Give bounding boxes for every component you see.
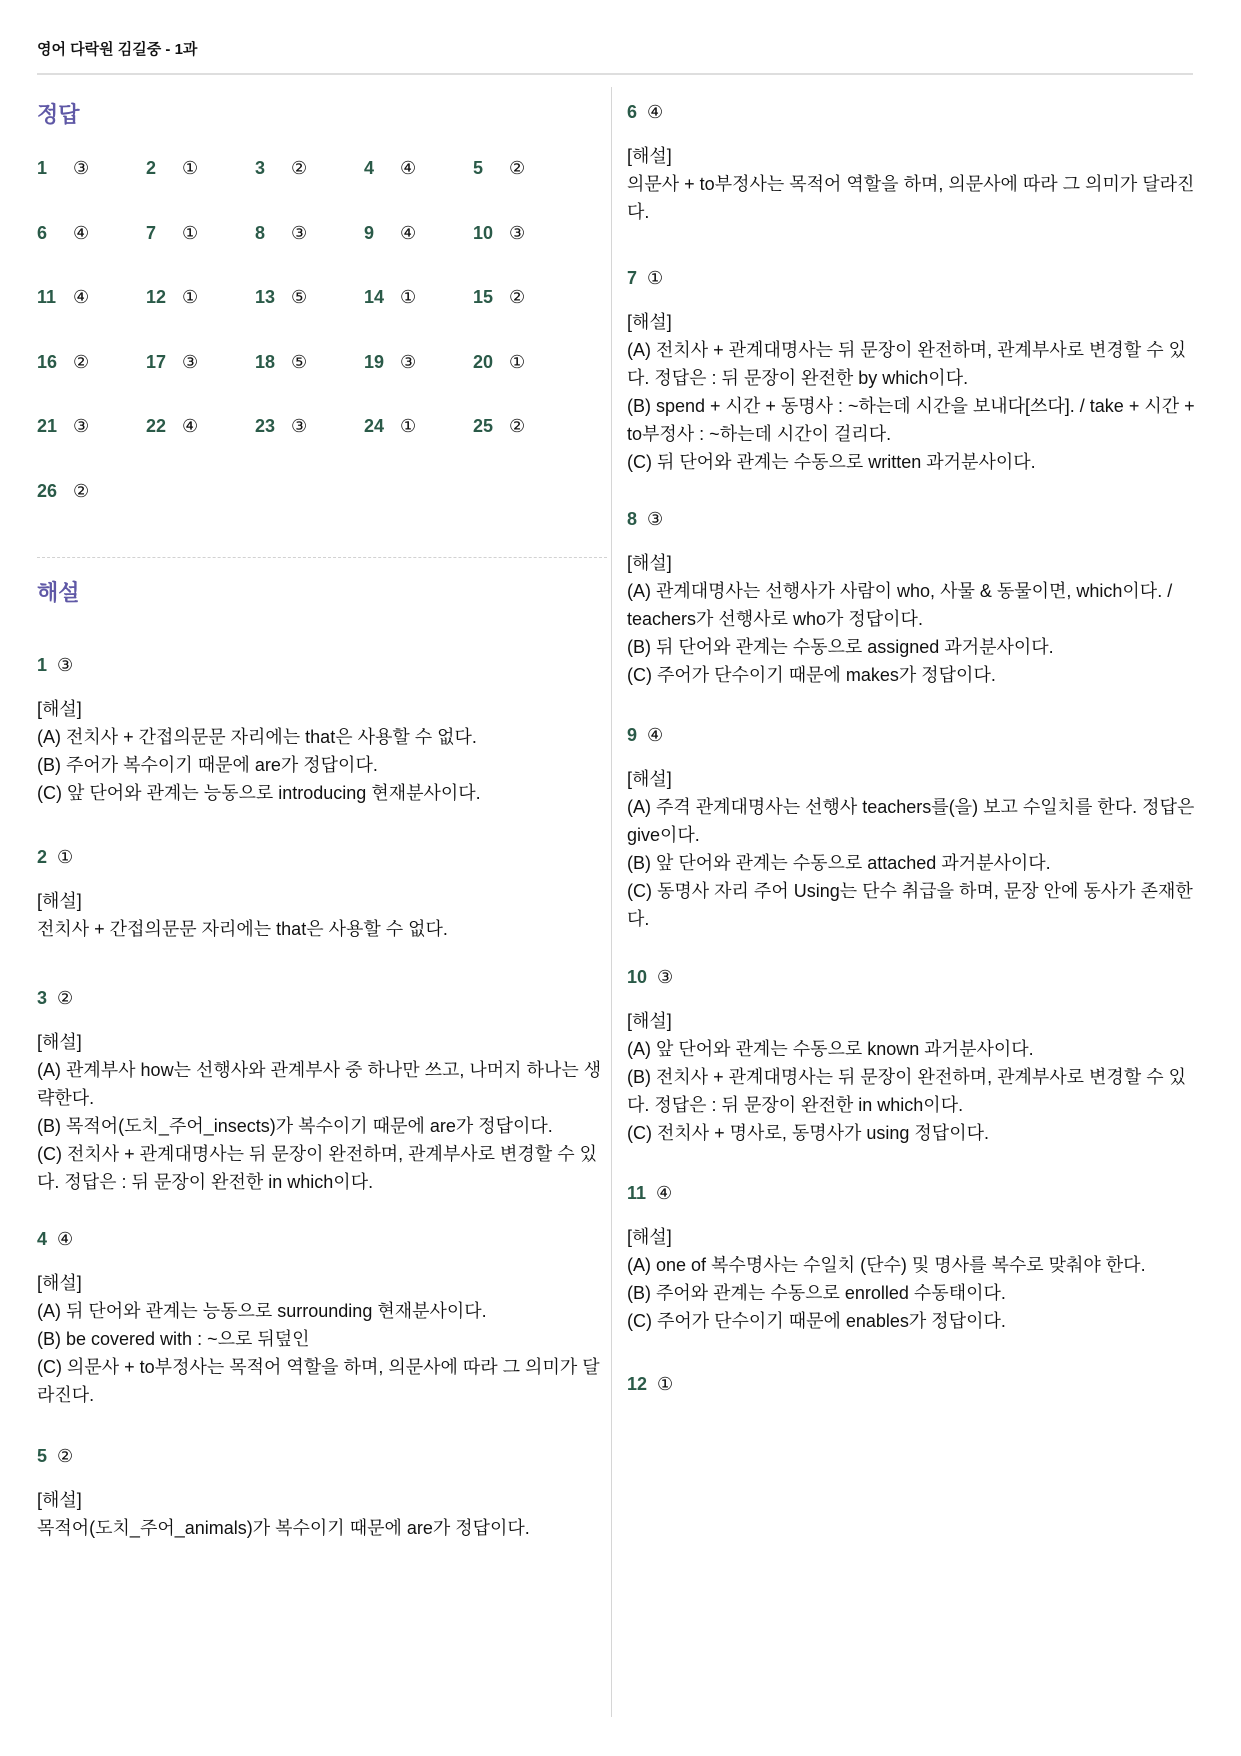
- explanation-label: [해설]: [627, 1011, 672, 1031]
- answer-item: [146, 352, 255, 417]
- question-number: 2: [37, 846, 48, 867]
- answer-number: 19: [364, 351, 385, 372]
- explanation-item: [37, 845, 607, 943]
- question-number: 9: [627, 724, 638, 745]
- explanations-left: [37, 608, 607, 1708]
- answer-choice-mark: ③: [57, 654, 74, 675]
- question-number: 10: [627, 966, 648, 987]
- explanation-label: [해설]: [627, 312, 672, 332]
- explanation-label: [해설]: [37, 891, 82, 911]
- answer-choice-mark: ①: [657, 1373, 674, 1394]
- question-number: 3: [37, 987, 48, 1008]
- explanation-heading: [627, 507, 1197, 531]
- answer-choice-mark: ④: [57, 1228, 74, 1249]
- answer-choice-mark: ④: [656, 1182, 673, 1203]
- explanation-line: (C) 앞 단어와 관계는 능동으로 introducing 현재분사이다.: [37, 783, 481, 803]
- answer-item: [364, 287, 473, 352]
- explanation-heading: [37, 845, 607, 869]
- question-number: 8: [627, 508, 638, 529]
- explanation-heading: [627, 100, 1197, 124]
- explanation-heading: [627, 723, 1197, 747]
- answer-choice-mark: ①: [400, 416, 417, 436]
- answer-number: 20: [473, 351, 494, 372]
- explanation-line: (B) 주어와 관계는 수동으로 enrolled 수동태이다.: [627, 1283, 1006, 1303]
- explanation-line: (B) spend + 시간 + 동명사 : ~하는데 시간을 보내다[쓰다]. / take + 시간 + to부정사 : ~하는데 시간이 걸리다.: [627, 396, 1195, 444]
- answer-number: 10: [473, 222, 494, 243]
- question-number: 4: [37, 1228, 48, 1249]
- explanation-label: [해설]: [37, 1032, 82, 1052]
- explanation-label: [해설]: [627, 769, 672, 789]
- explanation-label: [해설]: [627, 146, 672, 166]
- answer-choice-mark: ③: [400, 351, 417, 372]
- answer-number: 5: [473, 158, 484, 178]
- explanation-line: 의문사 + to부정사는 목적어 역할을 하며, 의문사에 따라 그 의미가 달라진다.: [627, 174, 1195, 222]
- answer-choice-mark: ④: [400, 222, 417, 243]
- answer-choice-mark: ③: [73, 158, 90, 178]
- answer-choice-mark: ①: [509, 351, 526, 372]
- explanation-heading: [37, 1444, 607, 1468]
- answer-item: [37, 416, 146, 481]
- explanation-line: (C) 주어가 단수이기 때문에 enables가 정답이다.: [627, 1311, 1006, 1331]
- answer-choice-mark: ①: [182, 222, 199, 243]
- answer-choice-mark: ②: [73, 351, 90, 372]
- explanation-item: [627, 1372, 1197, 1396]
- question-number: 5: [37, 1445, 48, 1466]
- explanation-line: (B) 앞 단어와 관계는 수동으로 attached 과거분사이다.: [627, 853, 1051, 873]
- explanation-line: (B) 주어가 복수이기 때문에 are가 정답이다.: [37, 755, 378, 775]
- answer-number: 14: [364, 287, 385, 307]
- explanation-item: [627, 507, 1197, 689]
- answer-choice-mark: ④: [647, 724, 664, 745]
- answer-number: 9: [364, 222, 375, 243]
- explanation-heading: [37, 653, 607, 677]
- answer-item: [146, 287, 255, 352]
- answer-number: 4: [364, 158, 375, 178]
- answer-item: [37, 287, 146, 352]
- explanation-label: [해설]: [37, 1490, 82, 1510]
- answer-number: 7: [146, 222, 157, 243]
- explanation-item: [627, 723, 1197, 933]
- explanation-line: (C) 전치사 + 명사로, 동명사가 using 정답이다.: [627, 1123, 989, 1143]
- explanation-line: (C) 동명사 자리 주어 Using는 단수 취급을 하며, 문장 안에 동사가 존재한다.: [627, 881, 1193, 929]
- document-header-title: 영어 다락원 김길중 - 1과: [37, 41, 198, 58]
- question-number: 7: [627, 267, 638, 288]
- explanation-label: [해설]: [37, 699, 82, 719]
- answer-item: [473, 352, 582, 417]
- answer-item: [255, 223, 364, 288]
- explanation-line: (B) 전치사 + 관계대명사는 뒤 문장이 완전하며, 관계부사로 변경할 수 있다. 정답은 : 뒤 문장이 완전한 in which이다.: [627, 1067, 1186, 1115]
- answer-item: [255, 287, 364, 352]
- answer-item: [37, 481, 146, 546]
- answer-choice-mark: ③: [509, 222, 526, 243]
- answer-item: [146, 158, 255, 223]
- explanation-line: 전치사 + 간접의문문 자리에는 that은 사용할 수 없다.: [37, 919, 448, 939]
- answer-number: 17: [146, 351, 167, 372]
- answer-item: [364, 158, 473, 223]
- answer-item: [255, 158, 364, 223]
- answer-number: 18: [255, 351, 276, 372]
- answer-number: 23: [255, 416, 276, 436]
- explanation-line: (A) 주격 관계대명사는 선행사 teachers를(을) 보고 수일치를 한다. 정답은 give이다.: [627, 797, 1195, 845]
- explanation-heading: [627, 266, 1197, 290]
- question-number: 1: [37, 654, 48, 675]
- answer-choice-mark: ③: [657, 966, 674, 987]
- answer-number: 3: [255, 158, 266, 178]
- answers-section-title: 정답: [37, 102, 80, 127]
- answer-number: 25: [473, 416, 494, 436]
- explanation-heading: [37, 1227, 607, 1251]
- explanation-line: (A) 관계부사 how는 선행사와 관계부사 중 하나만 쓰고, 나머지 하나는 생략한다.: [37, 1060, 602, 1108]
- answer-item: [146, 223, 255, 288]
- explanation-item: [37, 986, 607, 1196]
- answer-choice-mark: ②: [509, 416, 526, 436]
- explanation-line: (A) 앞 단어와 관계는 수동으로 known 과거분사이다.: [627, 1039, 1034, 1059]
- answer-item: [364, 223, 473, 288]
- answer-item: [255, 352, 364, 417]
- answer-choice-mark: ③: [291, 222, 308, 243]
- answer-item: [37, 158, 146, 223]
- explanation-line: (A) 전치사 + 관계대명사는 뒤 문장이 완전하며, 관계부사로 변경할 수 있다. 정답은 : 뒤 문장이 완전한 by which이다.: [627, 340, 1186, 388]
- explanation-heading: [627, 965, 1197, 989]
- explanation-item: [627, 100, 1197, 226]
- answer-choice-mark: ②: [509, 158, 526, 178]
- answer-number: 22: [146, 416, 167, 436]
- answer-item: [473, 287, 582, 352]
- explanation-item: [627, 965, 1197, 1147]
- answer-choice-mark: ②: [57, 987, 74, 1008]
- question-number: 12: [627, 1373, 648, 1394]
- explanation-heading: [37, 986, 607, 1010]
- answer-number: 1: [37, 158, 48, 178]
- answer-number: 13: [255, 287, 276, 307]
- left-column: [37, 100, 607, 1708]
- right-column: [627, 100, 1197, 1700]
- explanation-line: (C) 전치사 + 관계대명사는 뒤 문장이 완전하며, 관계부사로 변경할 수 있다. 정답은 : 뒤 문장이 완전한 in which이다.: [37, 1144, 597, 1192]
- explanation-line: (A) one of 복수명사는 수일치 (단수) 및 명사를 복수로 맞춰야 한다.: [627, 1255, 1146, 1275]
- answer-number: 8: [255, 222, 266, 243]
- answer-choice-mark: ②: [509, 287, 526, 307]
- answer-choice-mark: ①: [182, 287, 199, 307]
- section-divider: [37, 557, 607, 558]
- question-number: 11: [627, 1182, 647, 1203]
- answer-item: [37, 352, 146, 417]
- answer-number: 6: [37, 222, 48, 243]
- answer-item: [364, 416, 473, 481]
- answer-number: 2: [146, 158, 157, 178]
- answer-item: [364, 352, 473, 417]
- explanation-line: (C) 의문사 + to부정사는 목적어 역할을 하며, 의문사에 따라 그 의미가 달라진다.: [37, 1357, 600, 1405]
- answer-item: [255, 416, 364, 481]
- explanation-line: (B) be covered with : ~으로 뒤덮인: [37, 1329, 310, 1349]
- answer-choice-mark: ③: [291, 416, 308, 436]
- column-divider: [611, 87, 612, 1717]
- explanation-line: (A) 관계대명사는 선행사가 사람이 who, 사물 & 동물이면, which이다. / teachers가 선행사로 who가 정답이다.: [627, 581, 1173, 629]
- question-number: 6: [627, 101, 638, 122]
- answer-choice-mark: ④: [73, 222, 90, 243]
- answer-item: [146, 416, 255, 481]
- explanation-item: [37, 1227, 607, 1409]
- answer-choice-mark: ①: [57, 846, 74, 867]
- answer-number: 15: [473, 287, 494, 307]
- answer-choice-mark: ①: [647, 267, 664, 288]
- explanations-right: [627, 100, 1197, 1700]
- answer-choice-mark: ③: [647, 508, 664, 529]
- explanation-label: [해설]: [627, 1227, 672, 1247]
- answer-item: [473, 416, 582, 481]
- answer-number: 12: [146, 287, 167, 307]
- explanation-line: (B) 뒤 단어와 관계는 수동으로 assigned 과거분사이다.: [627, 637, 1054, 657]
- answer-choice-mark: ⑤: [291, 351, 308, 372]
- answer-item: [37, 223, 146, 288]
- answer-choice-mark: ②: [57, 1445, 74, 1466]
- answer-choice-mark: ④: [73, 287, 90, 307]
- explanation-line: (A) 전치사 + 간접의문문 자리에는 that은 사용할 수 없다.: [37, 727, 477, 747]
- answer-number: 11: [37, 287, 57, 307]
- answer-item: [473, 223, 582, 288]
- answer-choice-mark: ③: [182, 351, 199, 372]
- answer-choice-mark: ③: [73, 416, 90, 436]
- explanation-heading: [627, 1181, 1197, 1205]
- explanations-section-title: 해설: [37, 580, 80, 605]
- answer-choice-mark: ④: [400, 158, 417, 178]
- explanation-line: 목적어(도치_주어_animals)가 복수이기 때문에 are가 정답이다.: [37, 1518, 530, 1538]
- answer-choice-mark: ④: [647, 101, 664, 122]
- answer-number: 21: [37, 416, 58, 436]
- explanation-line: (C) 뒤 단어와 관계는 수동으로 written 과거분사이다.: [627, 452, 1036, 472]
- explanation-line: (B) 목적어(도치_주어_insects)가 복수이기 때문에 are가 정답이다.: [37, 1116, 553, 1136]
- answer-choice-mark: ②: [291, 158, 308, 178]
- answer-number: 24: [364, 416, 385, 436]
- answer-choice-mark: ②: [73, 480, 90, 501]
- explanation-label: [해설]: [37, 1273, 82, 1293]
- explanation-item: [37, 653, 607, 807]
- answer-choice-mark: ①: [182, 158, 199, 178]
- explanation-heading: [627, 1372, 1197, 1396]
- answer-choice-mark: ④: [182, 416, 199, 436]
- answer-choice-mark: ⑤: [291, 287, 308, 307]
- explanation-line: (C) 주어가 단수이기 때문에 makes가 정답이다.: [627, 665, 996, 685]
- answer-choice-mark: ①: [400, 287, 417, 307]
- answer-grid: [37, 158, 607, 545]
- explanation-item: [627, 1181, 1197, 1335]
- explanation-label: [해설]: [627, 553, 672, 573]
- header-divider: [37, 73, 1193, 75]
- answer-item: [473, 158, 582, 223]
- explanation-item: [627, 266, 1197, 476]
- answer-number: 16: [37, 351, 58, 372]
- explanation-item: [37, 1444, 607, 1542]
- explanation-line: (A) 뒤 단어와 관계는 능동으로 surrounding 현재분사이다.: [37, 1301, 487, 1321]
- answer-number: 26: [37, 480, 58, 501]
